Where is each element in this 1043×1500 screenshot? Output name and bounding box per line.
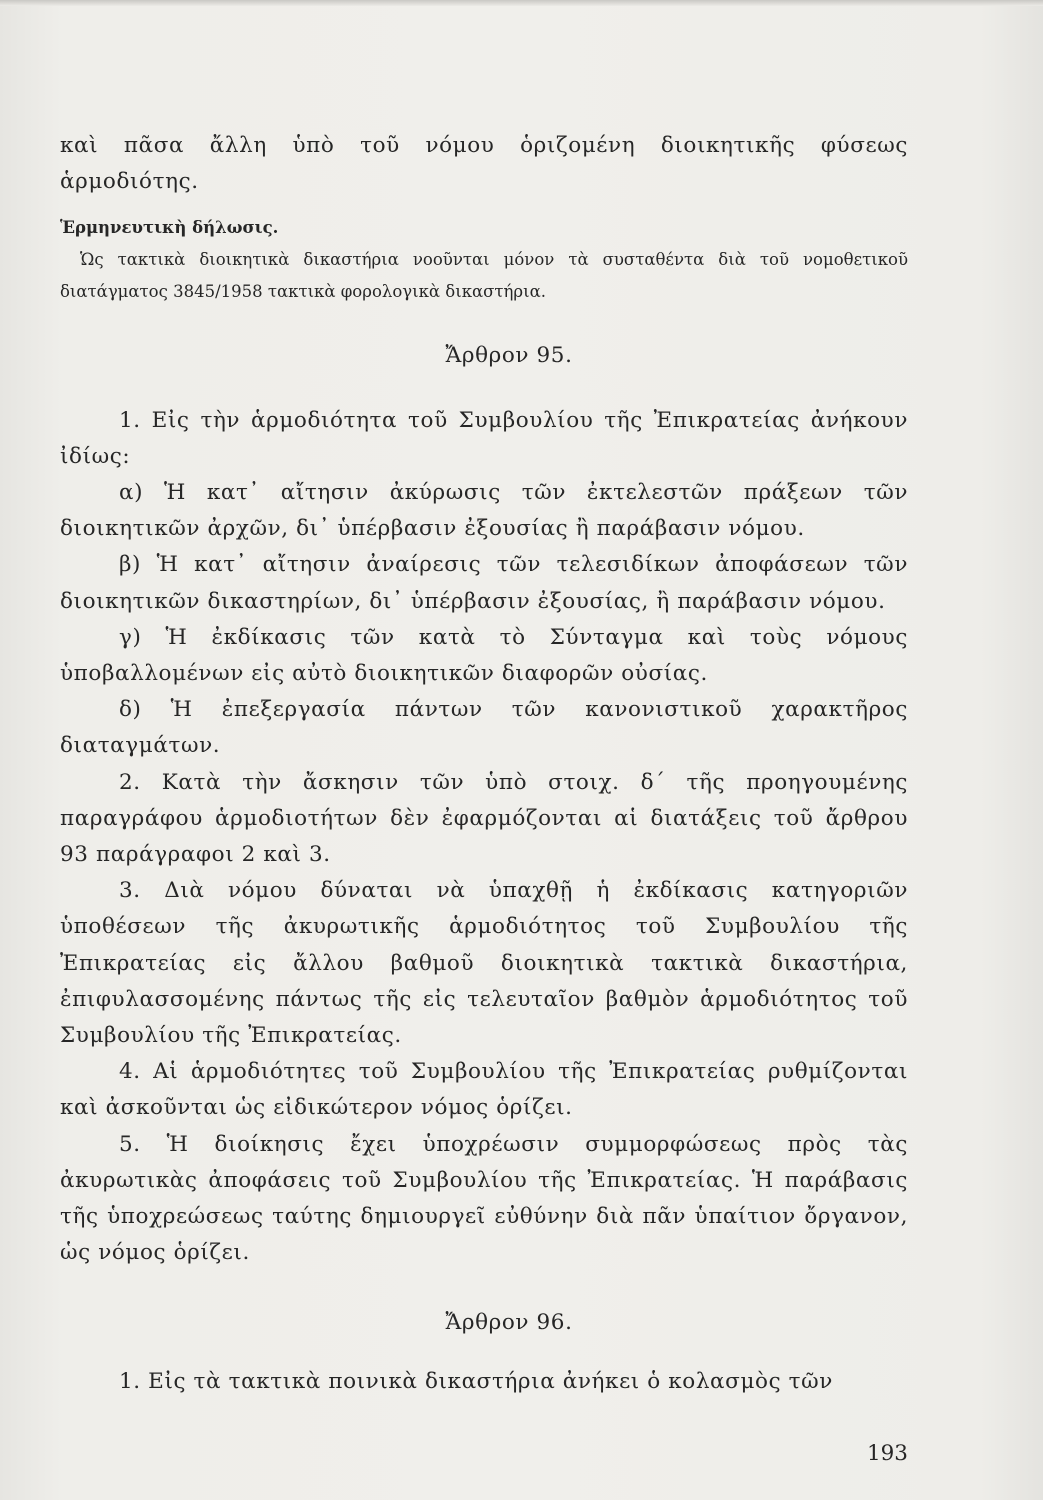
intro-paragraph: καὶ πᾶσα ἄλλη ὑπὸ τοῦ νόμου ὁριζομένη διοικητικῆς φύσεως ἁρμοδιότης.	[60, 133, 908, 195]
article-95-paragraph-2: 2. Κατὰ τὴν ἄσκησιν τῶν ὑπὸ στοιχ. δ΄ τῆς προηγουμένης παραγράφου ἁρμοδιοτήτων δὲν ἐφαρμόζονται αἱ διατάξεις τοῦ ἄρθρου 93 παράγραφοι 2 καὶ 3.	[60, 769, 908, 868]
article-95-item-b: β) Ἡ κατ᾽ αἴτησιν ἀναίρεσις τῶν τελεσιδίκων ἀποφάσεων τῶν διοικητικῶν δικαστηρίων, δι᾽ ὑπέρβασιν ἐξουσίας, ἢ παράβασιν νόμου.	[60, 552, 908, 614]
page-top-edge	[0, 0, 1043, 6]
article-95-paragraph-1: 1. Εἰς τὴν ἁρμοδιότητα τοῦ Συμβουλίου τῆς Ἐπικρατείας ἀνήκουν ἰδίως:	[60, 407, 908, 469]
article-95-item-c: γ) Ἡ ἐκδίκασις τῶν κατὰ τὸ Σύνταγμα καὶ τοὺς νόμους ὑποβαλλομένων εἰς αὐτὸ διοικητικῶν διαφορῶν οὐσίας.	[60, 624, 908, 687]
article-95-paragraph-4: 4. Αἱ ἁρμοδιότητες τοῦ Συμβουλίου τῆς Ἐπικρατείας ρυθμίζονται καὶ ἀσκοῦνται ὡς εἰδικώτερον νόμος ὁρίζει.	[60, 1059, 908, 1121]
page-number: 193	[866, 1441, 908, 1466]
interpretive-heading: Ἑρμηνευτικὴ δήλωσις.	[60, 218, 279, 238]
article-96-title: Ἄρθρον 96.	[445, 1310, 573, 1336]
article-96-paragraph-1: 1. Εἰς τὰ τακτικὰ ποινικὰ δικαστήρια ἀνήκει ὁ κολασμὸς τῶν	[119, 1368, 833, 1394]
article-95-paragraph-5: 5. Ἡ διοίκησις ἔχει ὑποχρέωσιν συμμορφώσεως πρὸς τὰς ἀκυρωτικὰς ἀποφάσεις τοῦ Συμβουλίου τῆς Ἐπικρατείας. Ἡ παράβασις τῆς ὑποχρεώσεως ταύτης δημιουργεῖ εὐθύνην διὰ πᾶν ὑπαίτιον ὄργανον, ὡς νόμος ὁρίζει.	[60, 1131, 908, 1266]
interpretive-text: Ὡς τακτικὰ διοικητικὰ δικαστήρια νοοῦνται μόνον τὰ συσταθέντα διὰ τοῦ νομοθετικοῦ διατάγματος 3845/1958 τακτικὰ φορολογικὰ δικαστήρια.	[60, 250, 908, 302]
article-95-item-d: δ) Ἡ ἐπεξεργασία πάντων τῶν κανονιστικοῦ χαρακτῆρος διαταγμάτων.	[60, 697, 908, 759]
article-95-item-a: α) Ἡ κατ᾽ αἴτησιν ἀκύρωσις τῶν ἐκτελεστῶν πράξεων τῶν διοικητικῶν ἀρχῶν, δι᾽ ὑπέρβασιν ἐξουσίας ἢ παράβασιν νόμου.	[60, 480, 908, 542]
article-95-title: Ἄρθρον 95.	[445, 343, 573, 369]
page-text-block	[60, 128, 908, 1400]
article-95-paragraph-3: 3. Διὰ νόμου δύναται νὰ ὑπαχθῇ ἡ ἐκδίκασις κατηγοριῶν ὑποθέσεων τῆς ἀκυρωτικῆς ἁρμοδιότητος τοῦ Συμβουλίου τῆς Ἐπικρατείας εἰς ἄλλου βαθμοῦ διοικητικὰ τακτικὰ δικαστήρια, ἐπιφυλασσομένης πάντως τῆς εἰς τελευταῖον βαθμὸν ἁρμοδιότητος τοῦ Συμβουλίου τῆς Ἐπικρατείας.	[60, 878, 908, 1049]
